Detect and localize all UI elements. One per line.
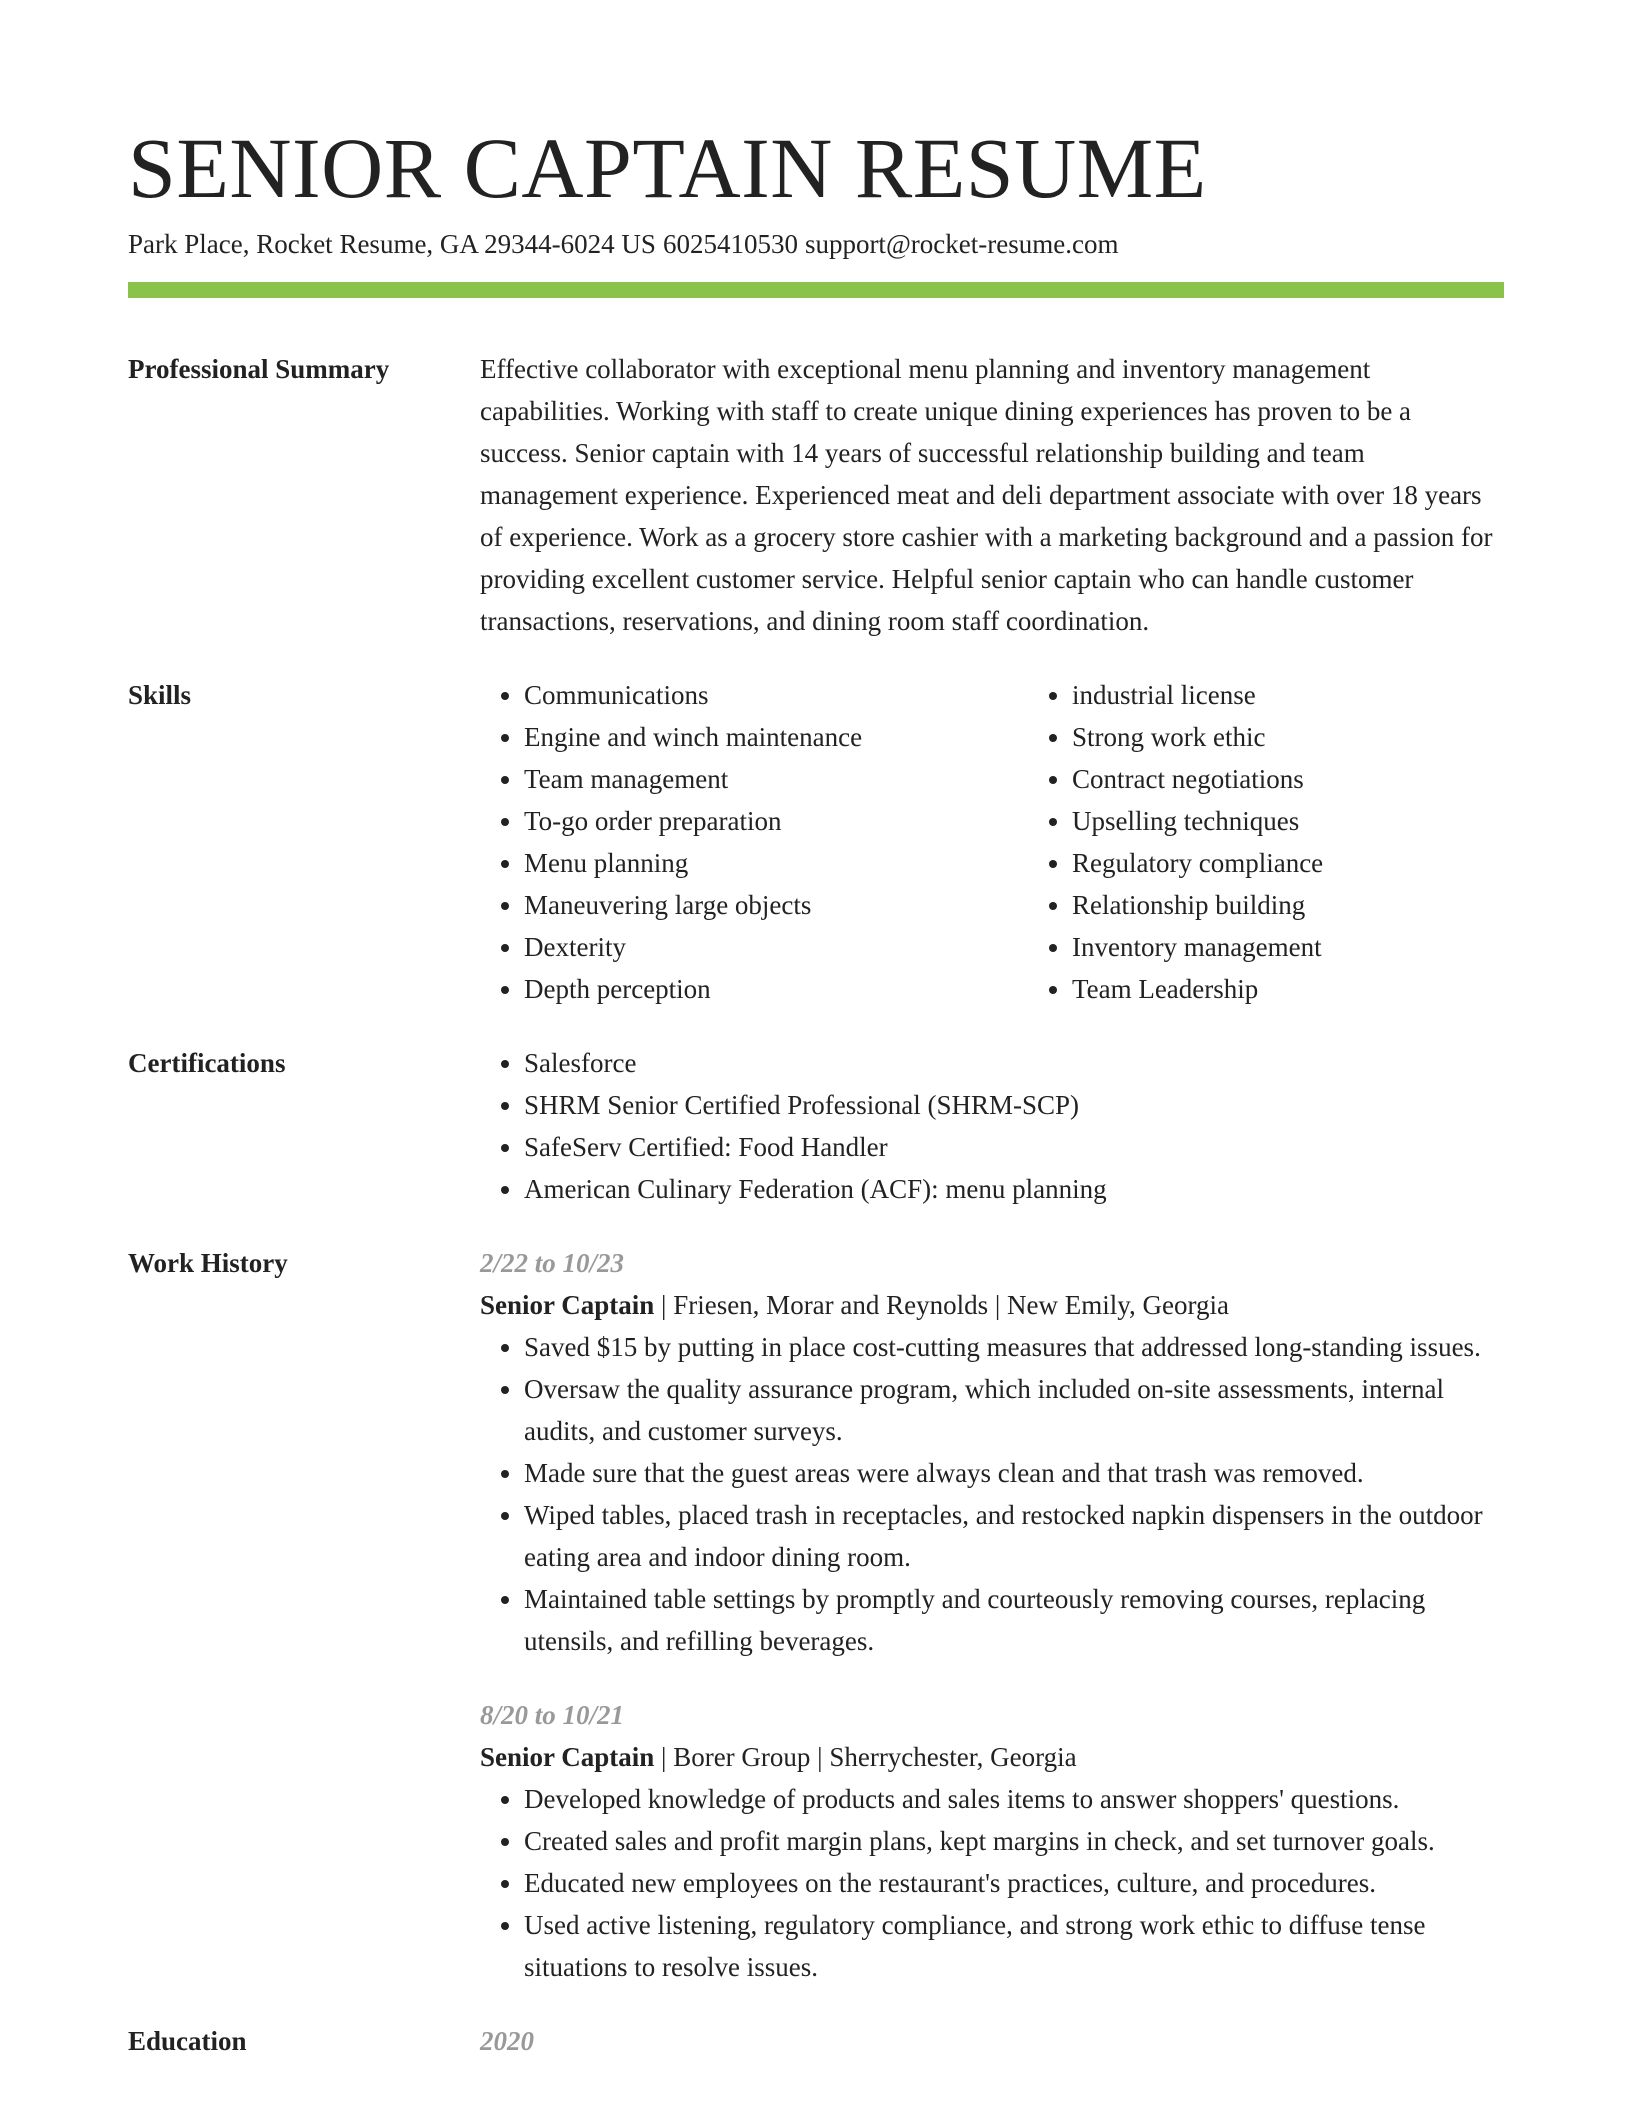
skill-item: • Relationship building bbox=[1072, 884, 1576, 926]
skill-item: • Inventory management bbox=[1072, 926, 1576, 968]
certification-item: • SHRM Senior Certified Professional (SHRM-SCP) bbox=[524, 1084, 1504, 1126]
certification-item: • Salesforce bbox=[524, 1042, 1504, 1084]
certification-item: • SafeServ Certified: Food Handler bbox=[524, 1126, 1504, 1168]
contact-phone: 6025410530 bbox=[662, 229, 798, 259]
summary-heading: Professional Summary bbox=[128, 354, 390, 384]
skill-item: • Engine and winch maintenance bbox=[524, 716, 1028, 758]
job-dates: 8/20 to 10/21 bbox=[480, 1700, 625, 1730]
skill-item: • Team management bbox=[524, 758, 1028, 800]
job-role: Senior Captain bbox=[480, 1290, 655, 1320]
education-heading: Education bbox=[128, 2026, 247, 2056]
skills-list-right bbox=[1028, 674, 1576, 1010]
skill-item: • Strong work ethic bbox=[1072, 716, 1576, 758]
job-dates: 2/22 to 10/23 bbox=[480, 1248, 625, 1278]
job-duty: • Maintained table settings by promptly and courteously removing courses, replacing utensils, and refilling beverages. bbox=[524, 1578, 1504, 1662]
resume-page bbox=[128, 118, 1504, 2062]
contact-email: support@rocket-resume.com bbox=[804, 229, 1119, 259]
work-history-section bbox=[128, 1242, 1504, 1988]
job-entry bbox=[480, 1242, 1504, 1662]
job-duty: • Oversaw the quality assurance program, which included on-site assessments, internal audits, and customer surveys. bbox=[524, 1368, 1504, 1452]
skill-item: • Dexterity bbox=[524, 926, 1028, 968]
job-duty: • Educated new employees on the restaurant's practices, culture, and procedures. bbox=[524, 1862, 1504, 1904]
education-body bbox=[480, 2020, 1504, 2062]
job-title-line bbox=[480, 1736, 1504, 1778]
education-dates: 2020 bbox=[480, 2026, 534, 2056]
summary-text: Effective collaborator with exceptional menu planning and inventory management capabilities. Working with staff to create unique dining experiences has proven to be a success. Senior captain with 14 years of successful relationship building and team management experience. Experienced meat and deli department associate with over 18 years of experience. Work as a grocery store cashier with a marketing background and a passion for providing excellent customer service. Helpful senior captain who can handle customer transactions, reservations, and dining room staff coordination. bbox=[480, 354, 1493, 636]
job-duty: • Saved $15 by putting in place cost-cutting measures that addressed long-standing issues. bbox=[524, 1326, 1504, 1368]
certifications-heading: Certifications bbox=[128, 1048, 286, 1078]
job-employer-location: | Borer Group | Sherrychester, Georgia bbox=[654, 1742, 1077, 1772]
work-history-heading: Work History bbox=[128, 1248, 288, 1278]
skill-item: • Maneuvering large objects bbox=[524, 884, 1028, 926]
skills-columns bbox=[480, 674, 1576, 1010]
job-duty: • Used active listening, regulatory compliance, and strong work ethic to diffuse tense situations to resolve issues. bbox=[524, 1904, 1504, 1988]
job-entry bbox=[480, 1694, 1504, 1988]
certifications-body bbox=[480, 1042, 1504, 1210]
certification-item: • American Culinary Federation (ACF): menu planning bbox=[524, 1168, 1504, 1210]
header-divider bbox=[128, 282, 1504, 298]
contact-line bbox=[128, 226, 1504, 262]
summary-section bbox=[128, 348, 1504, 642]
page-title: SENIOR CAPTAIN RESUME bbox=[128, 120, 1207, 216]
skills-section bbox=[128, 674, 1504, 1010]
skill-item: • Regulatory compliance bbox=[1072, 842, 1576, 884]
job-title-line bbox=[480, 1284, 1504, 1326]
job-duty: • Made sure that the guest areas were always clean and that trash was removed. bbox=[524, 1452, 1504, 1494]
contact-address: Park Place, Rocket Resume, GA 29344-6024 US bbox=[128, 229, 656, 259]
job-duties-list bbox=[480, 1326, 1504, 1662]
education-section bbox=[128, 2020, 1504, 2062]
certifications-list bbox=[480, 1042, 1504, 1210]
skill-item: • Communications bbox=[524, 674, 1028, 716]
job-employer-location: | Friesen, Morar and Reynolds | New Emily, Georgia bbox=[654, 1290, 1229, 1320]
skills-heading: Skills bbox=[128, 680, 192, 710]
skill-item: • Upselling techniques bbox=[1072, 800, 1576, 842]
job-duties-list bbox=[480, 1778, 1504, 1988]
job-duty: • Wiped tables, placed trash in receptacles, and restocked napkin dispensers in the outdoor eating area and indoor dining room. bbox=[524, 1494, 1504, 1578]
skill-item: • industrial license bbox=[1072, 674, 1576, 716]
skills-list-left bbox=[480, 674, 1028, 1010]
certifications-section bbox=[128, 1042, 1504, 1210]
skill-item: • Team Leadership bbox=[1072, 968, 1576, 1010]
skill-item: • Depth perception bbox=[524, 968, 1028, 1010]
job-duty: • Created sales and profit margin plans, kept margins in check, and set turnover goals. bbox=[524, 1820, 1504, 1862]
job-duty: • Developed knowledge of products and sales items to answer shoppers' questions. bbox=[524, 1778, 1504, 1820]
skill-item: • Contract negotiations bbox=[1072, 758, 1576, 800]
skill-item: • Menu planning bbox=[524, 842, 1028, 884]
work-history-body bbox=[480, 1242, 1504, 1988]
skill-item: • To-go order preparation bbox=[524, 800, 1028, 842]
job-role: Senior Captain bbox=[480, 1742, 655, 1772]
